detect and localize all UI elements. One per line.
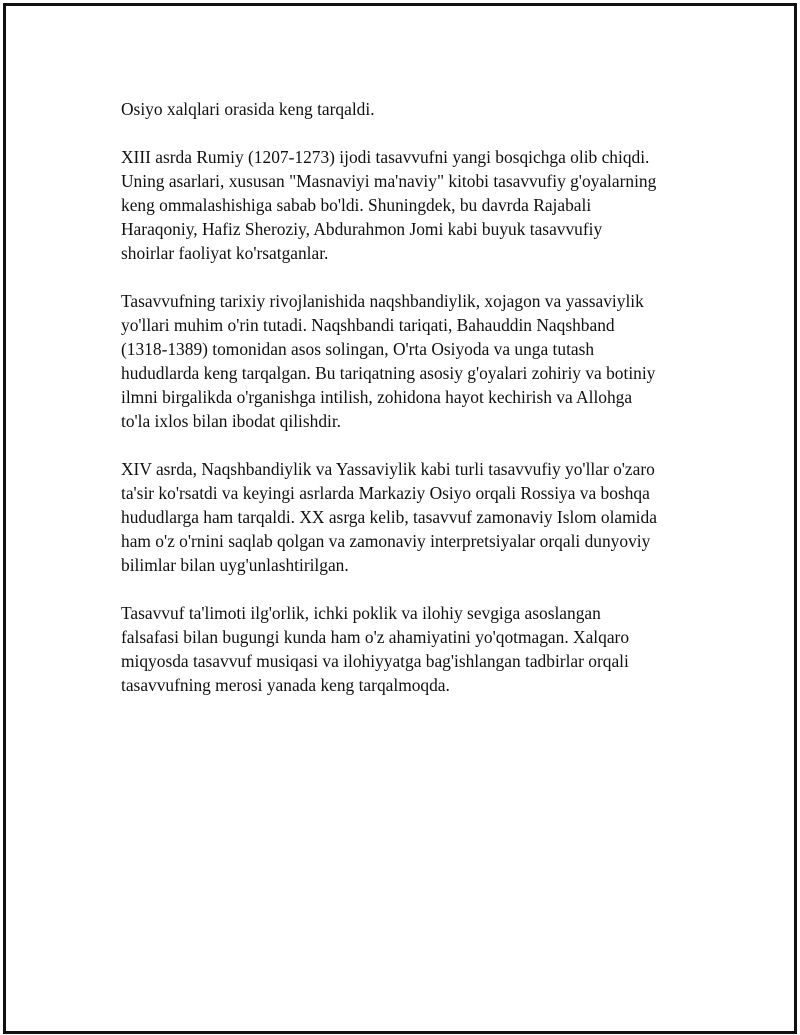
paragraph-1: Osiyo xalqlari orasida keng tarqaldi. — [121, 99, 375, 119]
paragraph-4: XIV asrda, Naqshbandiylik va Yassaviylik kabi turli tasavvufiy yo'llar o'zaro ta'sir ko'rsatdi va keyingi asrlarda Markaziy Osiyo orqali Rossiya va boshqa hududlarga ham tarqaldi. XX asrga kelib, tasavvuf zamonaviy Islom olamida ham o'z o'rnini saqlab qolgan va zamonaviy interpretsiyalar orqali dunyoviy bilimlar bilan uyg'unlashtirilgan. — [121, 459, 657, 575]
paragraph-5: Tasavvuf ta'limoti ilg'orlik, ichki poklik va ilohiy sevgiga asoslangan falsafasi bilan bugungi kunda ham o'z ahamiyatini yo'qotmagan. Xalqaro miqyosda tasavvuf musiqasi va ilohiyyatga bag'ishlangan tadbirlar orqali tasavvufning merosi yanada keng tarqalmoqda. — [121, 603, 630, 695]
paragraph-2: XIII asrda Rumiy (1207-1273) ijodi tasavvufni yangi bosqichga olib chiqdi. Uning asarlari, xususan "Masnaviyi ma'naviy" kitobi tasavvufiy g'oyalarning keng ommalashishiga sabab bo'ldi. Shuningdek, bu davrda Rajabali Haraqoniy, Hafiz Sheroziy, Abdurahmon Jomi kabi buyuk tasavvufiy shoirlar faoliyat ko'rsatganlar. — [121, 147, 657, 263]
paragraph-3: Tasavvufning tarixiy rivojlanishida naqshbandiylik, xojagon va yassaviylik yo'llari muhim o'rin tutadi. Naqshbandi tariqati, Bahauddin Naqshband (1318-1389) tomonidan asos solingan, O'rta Osiyoda va unga tutash hududlarda keng tarqalgan. Bu tariqatning asosiy g'oyalari zohiriy va botiniy ilmni birgalikda o'rganishga intilish, zohidona hayot kechirish va Allohga to'la ixlos bilan ibodat qilishdir. — [121, 291, 656, 431]
page-frame — [3, 3, 797, 1034]
document-body — [121, 97, 701, 721]
